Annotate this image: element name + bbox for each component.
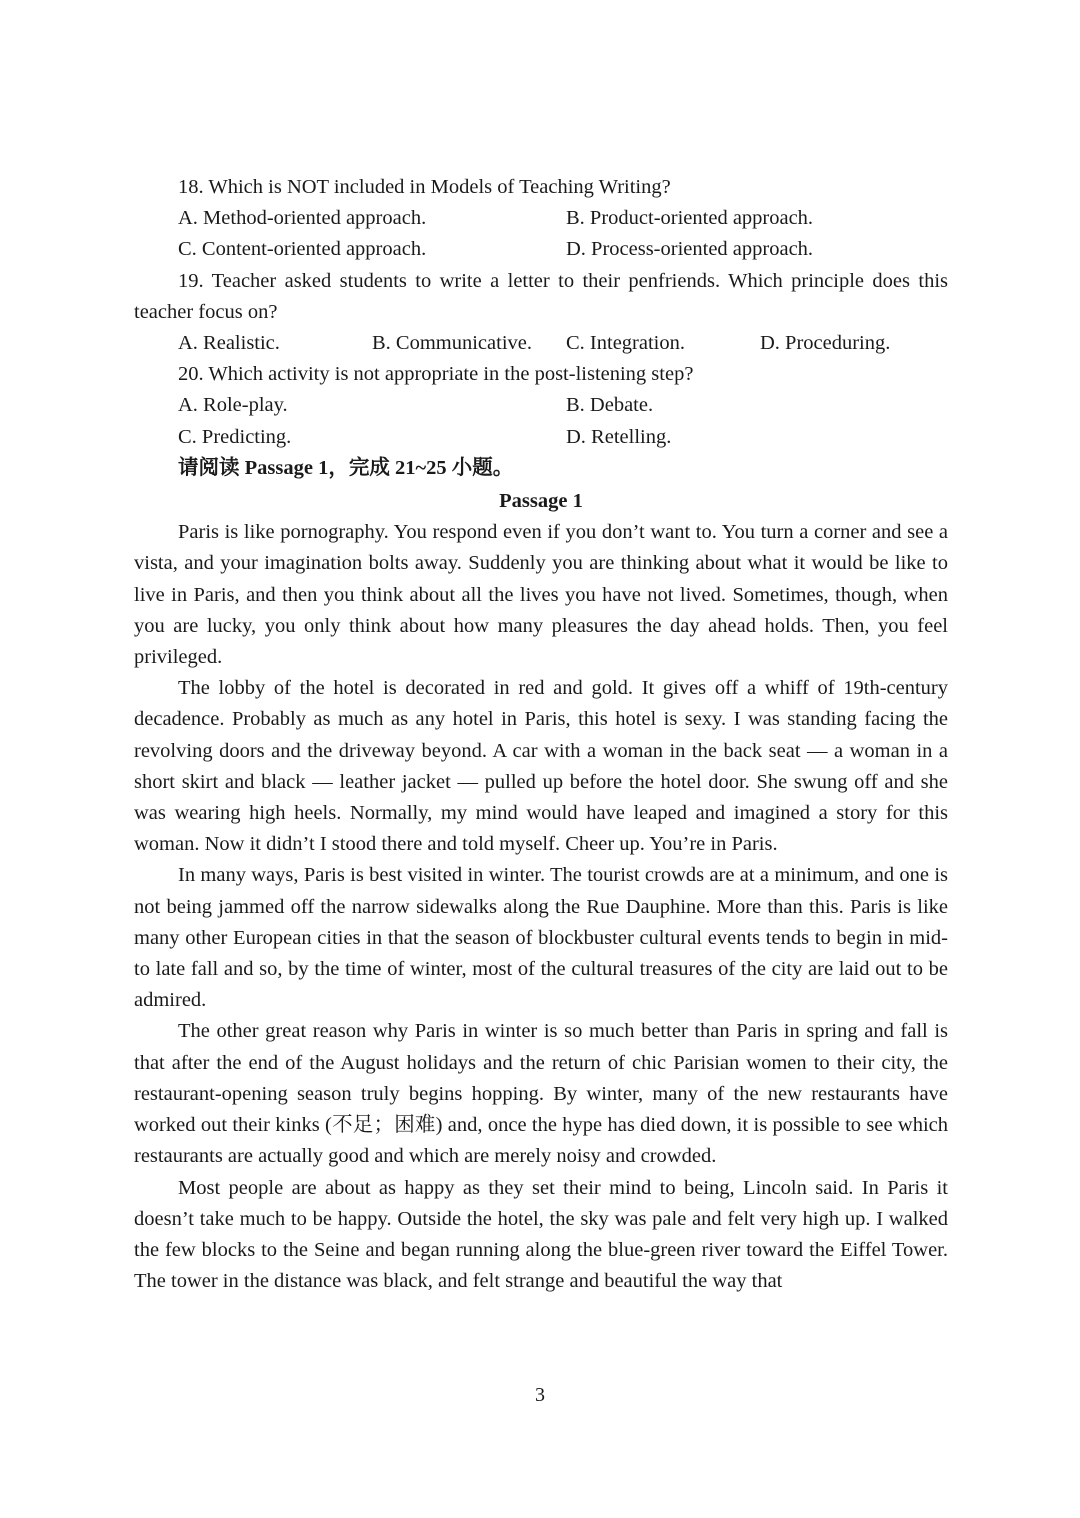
option-d: D. Process-oriented approach. xyxy=(566,238,814,261)
passage-paragraph: In many ways, Paris is best visited in winter. The tourist crowds are at a minimum, and one is not being jammed off the narrow sidewalks along the Rue Dauphine. More than this. Paris is like many other European cities in that the season of blockbuster cultural events tends to begin in mid-to late fall and so, by the time of winter, most of the cultural treasures of the city are laid out to be admired. xyxy=(134,864,948,1012)
passage-title: Passage 1 xyxy=(499,490,583,513)
option-c: C. Integration. xyxy=(566,332,685,355)
exam-page xyxy=(134,172,948,1297)
option-list xyxy=(134,203,948,265)
page-number: 3 xyxy=(535,1384,545,1406)
option-list xyxy=(134,390,948,452)
question-19 xyxy=(134,266,948,360)
option-d: D. Proceduring. xyxy=(760,332,891,355)
question-stem: 20. Which activity is not appropriate in the post-listening step? xyxy=(178,363,694,386)
passage-paragraph: Most people are about as happy as they set their mind to being, Lincoln said. In Paris it doesn’t take much to be happy. Outside the hotel, the sky was pale and felt very high up. I walked the few blocks to the Seine and began running along the blue-green river toward the Eiffel Tower. The tower in the distance was black, and felt strange and beautiful the way that xyxy=(134,1176,948,1293)
passage-paragraph: The other great reason why Paris in winter is so much better than Paris in spring and fall is that after the end of the August holidays and the return of chic Parisian women to their city, the restaurant-opening season truly begins hopping. By winter, many of the new restaurants have worked out their kinks (不足；困难) and, once the hype has died down, it is possible to see which restaurants are actually good and which are merely noisy and crowded. xyxy=(134,1020,948,1168)
option-a: A. Realistic. xyxy=(178,332,280,355)
question-stem: 18. Which is NOT included in Models of Teaching Writing? xyxy=(178,176,671,198)
passage-paragraph: The lobby of the hotel is decorated in red and gold. It gives off a whiff of 19th-century decadence. Probably as much as any hotel in Paris, this hotel is sexy. I was standing facing the revolving doors and the driveway beyond. A car with a woman in the back seat — a woman in a short skirt and black — leather jacket — pulled up before the hotel door. She swung off and she was wearing high heels. Normally, my mind would have leaped and imagined a story for this woman. Now it didn’t I stood there and told myself. Cheer up. You’re in Paris. xyxy=(134,677,948,856)
question-stem: 19. Teacher asked students to write a letter to their penfriends. Which principle does this teacher focus on? xyxy=(134,269,948,323)
option-b: B. Product-oriented approach. xyxy=(566,207,814,230)
question-18 xyxy=(134,172,948,266)
option-c: C. Predicting. xyxy=(178,425,292,448)
question-20 xyxy=(134,359,948,453)
passage-paragraph: Paris is like pornography. You respond even if you don’t want to. You turn a corner and see a vista, and your imagination bolts away. Suddenly you are thinking about what it would be like to live in Paris, and then you think about all the lives you have not lived. Sometimes, though, when you are lucky, you only think about how many pleasures the day ahead holds. Then, you feel privileged. xyxy=(134,521,948,669)
passage-1 xyxy=(134,486,948,1297)
reading-instruction: 请阅读 Passage 1，完成 21~25 小题。 xyxy=(178,456,514,479)
option-d: D. Retelling. xyxy=(566,425,672,448)
option-a: A. Role-play. xyxy=(178,394,288,417)
option-b: B. Debate. xyxy=(566,394,654,417)
option-a: A. Method-oriented approach. xyxy=(178,207,427,230)
option-b: B. Communicative. xyxy=(372,332,532,355)
option-c: C. Content-oriented approach. xyxy=(178,238,427,261)
option-list xyxy=(134,328,948,359)
